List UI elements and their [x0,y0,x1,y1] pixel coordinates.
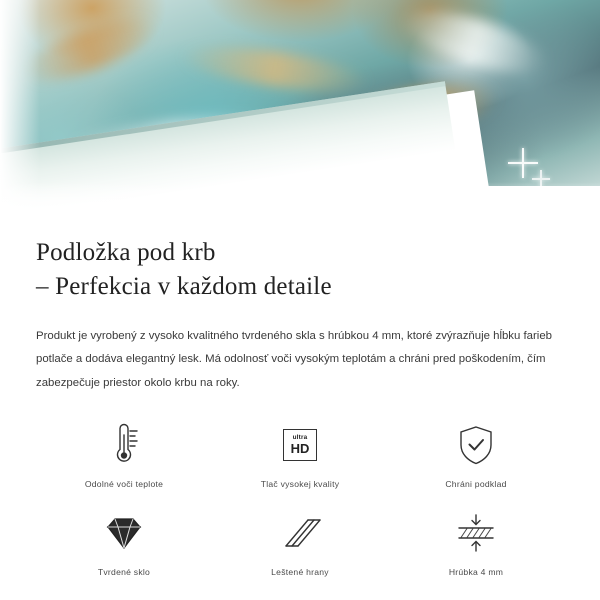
feature-label: Chráni podklad [445,479,507,490]
page-title-line-1: Podložka pod krb [36,239,216,266]
feature-label: Hrúbka 4 mm [448,567,504,578]
feature-item-tempered-glass [36,509,212,577]
content-area [0,236,600,577]
shield-check-icon [457,421,495,469]
feature-item-polished-edges [212,509,388,577]
ultra-hd-badge-top: ultra [292,433,308,441]
feature-item-temperature [36,421,212,489]
product-description-text: Produkt je vyrobený z vysoko kvalitného tvrdeného skla s hrúbkou 4 mm, ktoré zvýrazňuje hĺbku farieb potlače a dodáva elegantný lesk. Má odolnosť voči vysokým teplotám a chráni pred poškodením, čím zabezpečuje priestor okolo krbu na roky. [36,330,552,389]
feature-item-print-quality [212,421,388,489]
polished-edges-icon [278,509,322,557]
feature-label: Leštené hrany [271,567,329,578]
gold-swirl [179,39,372,99]
thickness-icon [453,509,499,557]
hero-image [0,0,600,222]
feature-grid [36,421,564,577]
page-title [36,236,564,303]
thermometer-icon [104,421,144,469]
diamond-icon [102,509,146,557]
feature-item-thickness [388,509,564,577]
ultra-hd-icon [283,421,317,469]
ultra-hd-badge-bottom: HD [290,441,310,457]
feature-item-surface-protection [388,421,564,489]
page-title-line-2: – Perfekcia v každom detaile [36,272,332,300]
feature-label: Tvrdené sklo [97,567,151,578]
white-swirl [397,0,553,86]
feature-label: Tlač vysokej kvality [260,479,340,490]
image-bottom-right-mask [400,186,600,222]
feature-label: Odolné voči teplote [84,479,164,490]
